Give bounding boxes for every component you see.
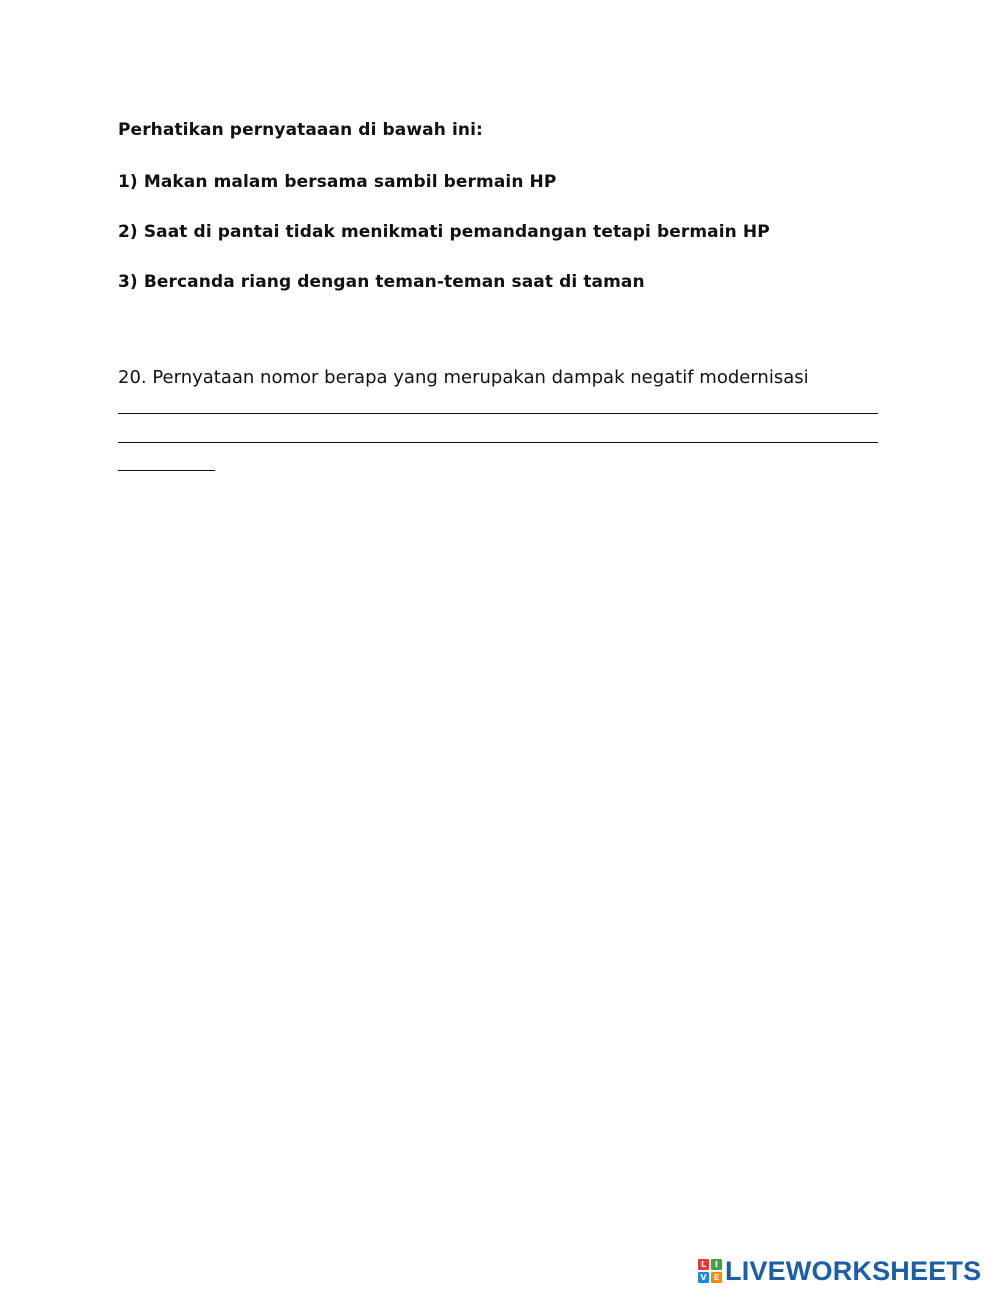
statement-1: 1) Makan malam bersama sambil bermain HP xyxy=(118,172,557,192)
question-20: 20. Pernyataan nomor berapa yang merupakan dampak negatif modernisasi xyxy=(118,367,809,388)
logo-tile-i: I xyxy=(711,1259,722,1270)
answer-line-3[interactable] xyxy=(118,470,215,471)
answer-line-2[interactable] xyxy=(118,442,878,443)
logo-tile-v: V xyxy=(698,1272,709,1283)
instruction-text: Perhatikan pernyataaan di bawah ini: xyxy=(118,120,483,140)
logo-text: LIVEWORKSHEETS xyxy=(725,1255,982,1286)
logo-tile-l: L xyxy=(698,1259,709,1270)
answer-line-1[interactable] xyxy=(118,413,878,414)
logo-tiles-icon xyxy=(698,1259,722,1283)
statement-2: 2) Saat di pantai tidak menikmati pemandangan tetapi bermain HP xyxy=(118,222,770,242)
logo-tile-e: E xyxy=(711,1272,722,1283)
liveworksheets-logo xyxy=(698,1256,981,1286)
statement-3: 3) Bercanda riang dengan teman-teman saat di taman xyxy=(118,272,645,292)
